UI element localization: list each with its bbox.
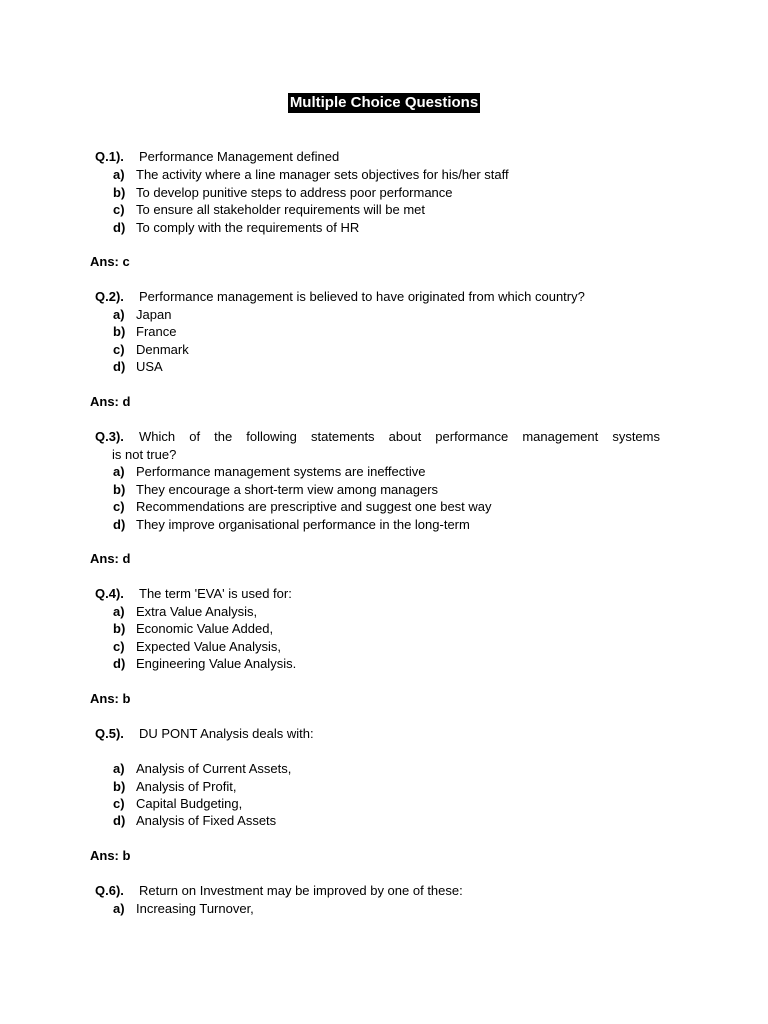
answer-5: Ans: b [90, 848, 131, 863]
question-text-continued: is not true? [112, 446, 177, 462]
option-c: c) Recommendations are prescriptive and suggest one best way [113, 499, 492, 514]
option-a: a) The activity where a line manager sets objectives for his/her staff [113, 167, 509, 182]
option-b: b) Economic Value Added, [113, 621, 274, 636]
question-4 [95, 585, 660, 603]
option-b: b) France [113, 324, 177, 339]
option-d: d) Engineering Value Analysis. [113, 656, 297, 671]
answer-4: Ans: b [90, 690, 131, 706]
question-text: Performance management is believed to have originated from which country? [139, 289, 585, 304]
question-number: Q.3). [95, 429, 124, 444]
question-number: Q.6). [95, 883, 124, 898]
question-5 [95, 725, 660, 743]
question-number: Q.2). [95, 289, 124, 304]
question-3 [95, 428, 660, 446]
option-d: d) USA [113, 359, 163, 374]
option-c: c) Capital Budgeting, [113, 796, 243, 811]
option-a: a) Extra Value Analysis, [113, 603, 258, 619]
question-number: Q.1). [95, 149, 124, 164]
question-text: Performance Management defined [139, 149, 340, 164]
question-text: Which of the following statements about performance management systems [139, 429, 660, 444]
question-6 [95, 882, 660, 900]
option-d: d) To comply with the requirements of HR [113, 219, 360, 235]
option-c: c) Denmark [113, 341, 189, 357]
option-c: c) To ensure all stakeholder requirements will be met [113, 202, 426, 217]
question-text: The term 'EVA' is used for: [139, 586, 292, 601]
option-d: d) Analysis of Fixed Assets [113, 813, 277, 828]
option-a: a) Analysis of Current Assets, [113, 761, 292, 776]
option-a: a) Increasing Turnover, [113, 901, 254, 916]
answer-3: Ans: d [90, 551, 131, 566]
question-2 [95, 288, 660, 306]
option-b: b) Analysis of Profit, [113, 778, 237, 794]
option-a: a) Performance management systems are ineffective [113, 464, 426, 479]
answer-2: Ans: d [90, 393, 131, 409]
option-b: b) They encourage a short-term view among managers [113, 481, 439, 497]
option-a: a) Japan [113, 306, 172, 322]
question-number: Q.4). [95, 586, 124, 601]
option-c: c) Expected Value Analysis, [113, 638, 282, 654]
question-text: DU PONT Analysis deals with: [139, 726, 314, 741]
title-wrap [0, 93, 768, 113]
question-number: Q.5). [95, 726, 124, 741]
question-text: Return on Investment may be improved by one of these: [139, 883, 463, 898]
option-d: d) They improve organisational performance in the long-term [113, 516, 470, 532]
answer-1: Ans: c [90, 254, 130, 269]
question-1 [95, 148, 660, 166]
option-b: b) To develop punitive steps to address poor performance [113, 184, 453, 200]
page-title: Multiple Choice Questions [289, 94, 479, 111]
